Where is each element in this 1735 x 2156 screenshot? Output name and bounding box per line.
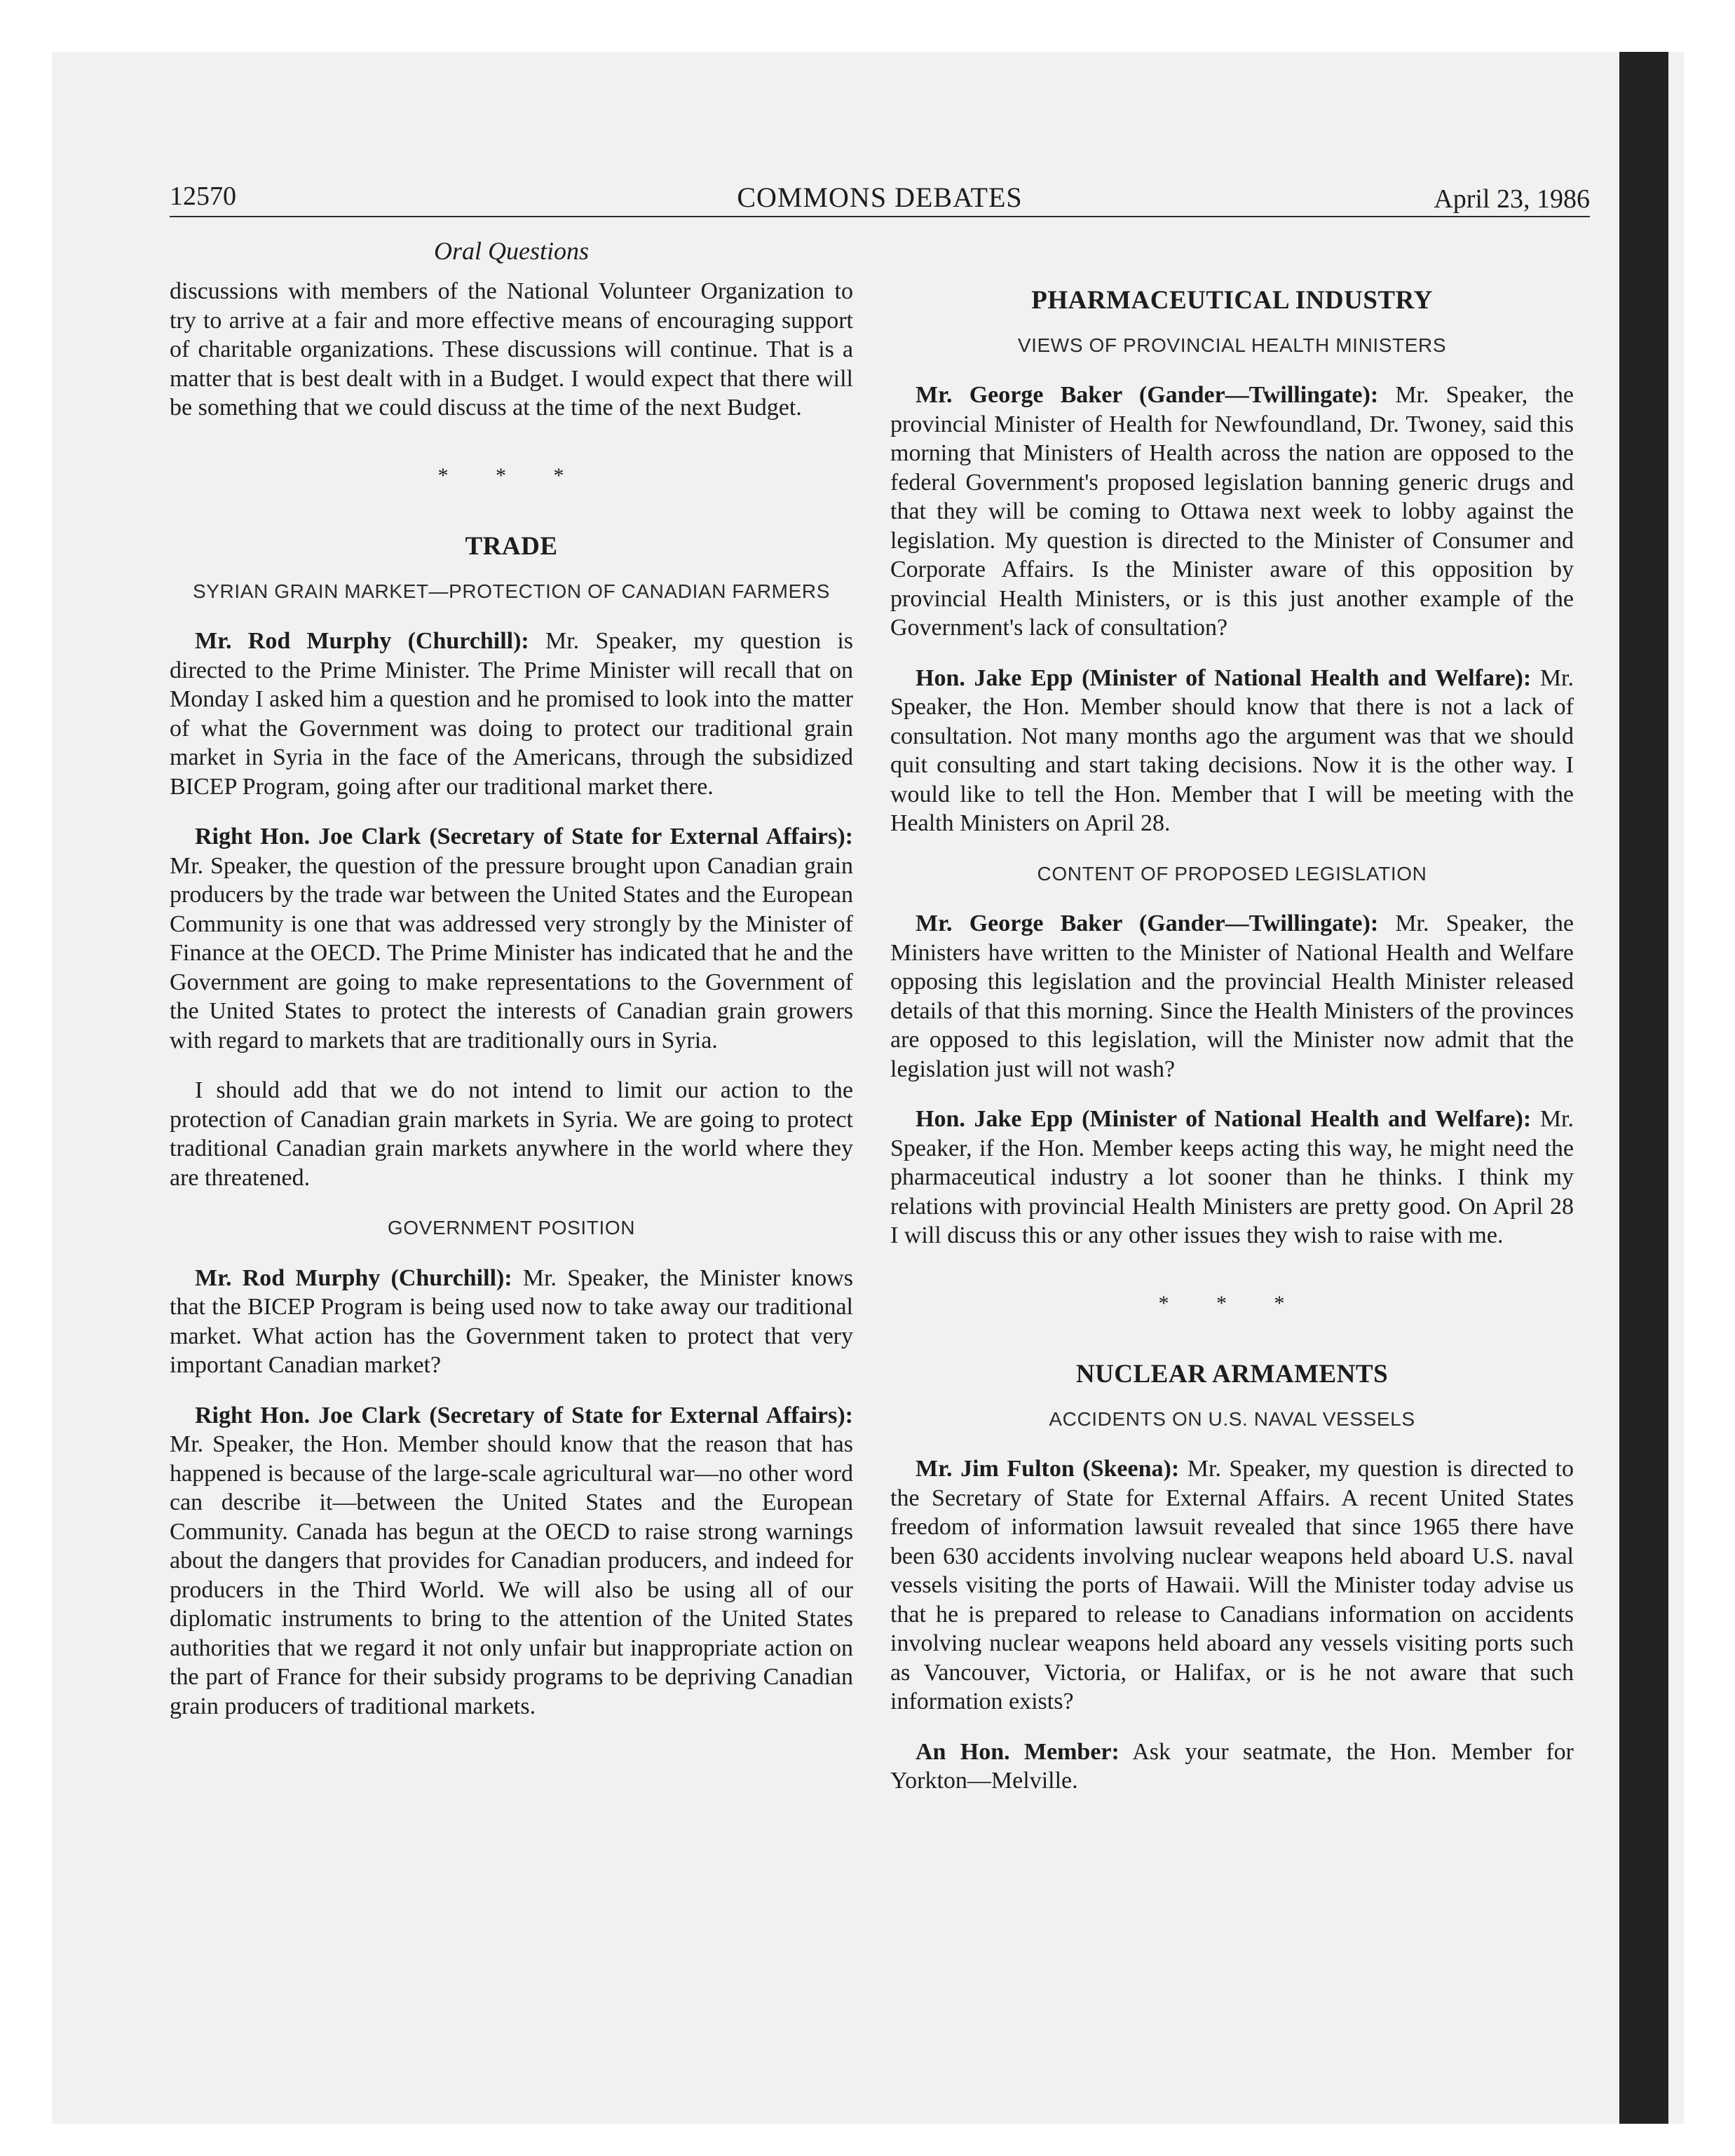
speech-text: Mr. Speaker, the provincial Minister of Health for Newfoundland, Dr. Twoney, said this morning that Ministers of Health across the nation are opposed to the federal Government's proposed legislation banning generic drugs and that they will be coming to Ottawa next week to lobby against the legislation. My question is directed to the Minister of Consumer and Corporate Affairs. Is the Minister aware of this opposition by provincial Health Ministers, or is this just another example of the Government's lack of consultation? (890, 382, 1574, 641)
right-column (890, 279, 1574, 1817)
speech-text: Mr. Speaker, the Minister knows that the BICEP Program is being used now to take away our traditional market. What action has the Government taken to protect that very important Canadian market? (170, 1264, 853, 1378)
speaker-name: Mr. Rod Murphy (Churchill): (195, 628, 529, 654)
section-heading-nuclear: NUCLEAR ARMAMENTS (1075, 1360, 1389, 1389)
speech-text: Mr. Speaker, the question of the pressure brought upon Canadian grain producers by the trade war between the United States and the European Community is one that was addressed very strongly by the Minister of Finance at the OECD. The Prime Minister has indicated that he and the Government are going to make representations to the Government of the United States to protect the interests of Canadian grain growers with regard to markets that are traditionally ours in Syria. (170, 852, 853, 1053)
speaker-name: Right Hon. Joe Clark (Secretary of State for External Affairs): (195, 824, 853, 850)
left-column (170, 277, 853, 1742)
speech-paragraph (170, 1264, 853, 1380)
speaker-name: Mr. Rod Murphy (Churchill): (195, 1264, 512, 1291)
subheading-naval-accidents: ACCIDENTS ON U.S. NAVAL VESSELS (1049, 1407, 1415, 1430)
header-rule (170, 216, 1590, 217)
speech-paragraph (890, 381, 1574, 643)
intro-paragraph: discussions with members of the National Volunteer Organization to try to arrive at a fair and more effective means of encouraging support of charitable organizations. These discussions will continue. That is a matter that is best dealt with in a Budget. I would expect that there will be something that we could discuss at the time of the next Budget. (170, 278, 853, 421)
subheading-syrian-grain: SYRIAN GRAIN MARKET—PROTECTION OF CANADIAN FARMERS (193, 580, 830, 602)
speaker-name: Right Hon. Joe Clark (Secretary of State for External Affairs): (195, 1402, 853, 1428)
subheading-proposed-legislation: CONTENT OF PROPOSED LEGISLATION (1037, 862, 1427, 885)
journal-title: COMMONS DEBATES (737, 182, 1023, 213)
speech-paragraph (890, 1105, 1574, 1250)
speaker-name: Hon. Jake Epp (Minister of National Health and Welfare): (916, 1106, 1532, 1132)
section-separator: * * * (1158, 1291, 1306, 1315)
speech-paragraph (890, 1454, 1574, 1717)
speech-text: Mr. Speaker, the Hon. Member should know that there is not a lack of consultation. Not many months ago the argument was that we should quit consulting and start taking decisions. Now it is the other way. I would like to tell the Hon. Member that I will be meeting with the Health Ministers on April 28. (890, 664, 1574, 836)
speaker-name: Mr. George Baker (Gander—Twillingate): (916, 910, 1379, 936)
section-separator: * * * (437, 463, 585, 487)
section-heading-pharmaceutical: PHARMACEUTICAL INDUSTRY (1031, 286, 1433, 315)
speech-paragraph (170, 1401, 853, 1721)
speech-paragraph (890, 664, 1574, 838)
speech-text: Ask your seatmate, the Hon. Member for Yorkton—Melville. (890, 1738, 1574, 1794)
speech-paragraph (890, 909, 1574, 1084)
speaker-name: An Hon. Member: (916, 1738, 1120, 1765)
subheading-government-position: GOVERNMENT POSITION (387, 1217, 636, 1239)
scan-edge-shadow (1619, 52, 1668, 2124)
speech-text: Mr. Speaker, my question is directed to the Secretary of State for External Affairs. A recent United States freedom of information lawsuit revealed that since 1965 there have been 630 accidents involving nuclear weapons held aboard U.S. naval vessels visiting the ports of Hawaii. Will the Minister today advise us that he is prepared to release to Canadians information on accidents involving nuclear weapons held aboard any vessels visiting ports such as Vancouver, Victoria, or Halifax, or is he not aware that such information exists? (890, 1456, 1574, 1714)
speech-text: Mr. Speaker, the Ministers have written to the Minister of National Health and Welfare opposing this legislation and the provincial Health Minister released details of that this morning. Since the Health Ministers of the provinces are opposed to this legislation, will the Minister now admit that the legislation just will not wash? (890, 910, 1574, 1082)
page-number: 12570 (170, 182, 236, 211)
speech-text: Mr. Speaker, if the Hon. Member keeps acting this way, he might need the pharmaceutical industry a lot sooner than he thinks. I think my relations with provincial Health Ministers are pretty good. On April 28 I will discuss this or any other issues they wish to raise with me. (890, 1106, 1574, 1248)
speech-paragraph: I should add that we do not intend to limit our action to the protection of Canadian grain markets in Syria. We are going to protect traditional Canadian grain markets anywhere in the world where they are threatened. (170, 1077, 853, 1191)
speech-paragraph (890, 1738, 1574, 1796)
speech-paragraph (170, 822, 853, 1055)
running-head: Oral Questions (433, 237, 589, 265)
issue-date: April 23, 1986 (1434, 184, 1590, 214)
speaker-name: Hon. Jake Epp (Minister of National Health and Welfare): (916, 664, 1532, 691)
speaker-name: Mr. Jim Fulton (Skeena): (916, 1456, 1180, 1482)
speech-text: Mr. Speaker, my question is directed to the Prime Minister. The Prime Minister will recall that on Monday I asked him a question and he promised to look into the matter of what the Government was doing to protect our traditional grain market in Syria in the face of the Americans, through the subsidized BICEP Program, going after our traditional market there. (170, 628, 853, 800)
speaker-name: Mr. George Baker (Gander—Twillingate): (916, 382, 1379, 408)
subheading-provincial-views: VIEWS OF PROVINCIAL HEALTH MINISTERS (1017, 334, 1447, 356)
speech-text: Mr. Speaker, the Hon. Member should know that the reason that has happened is because of the large-scale agricultural war—no other word can describe it—between the United States and the European Community. Canada has begun at the OECD to raise strong warnings about the dangers that provides for Canadian producers, and indeed for producers in the Third World. We will also be using all of our diplomatic instruments to bring to the attention of the United States authorities that we regard it not only unfair but inappropriate action on the part of France for their subsidy programs to be depriving Canadian grain producers of traditional markets. (170, 1431, 853, 1719)
speech-paragraph (170, 627, 853, 801)
section-heading-trade: TRADE (465, 532, 558, 561)
